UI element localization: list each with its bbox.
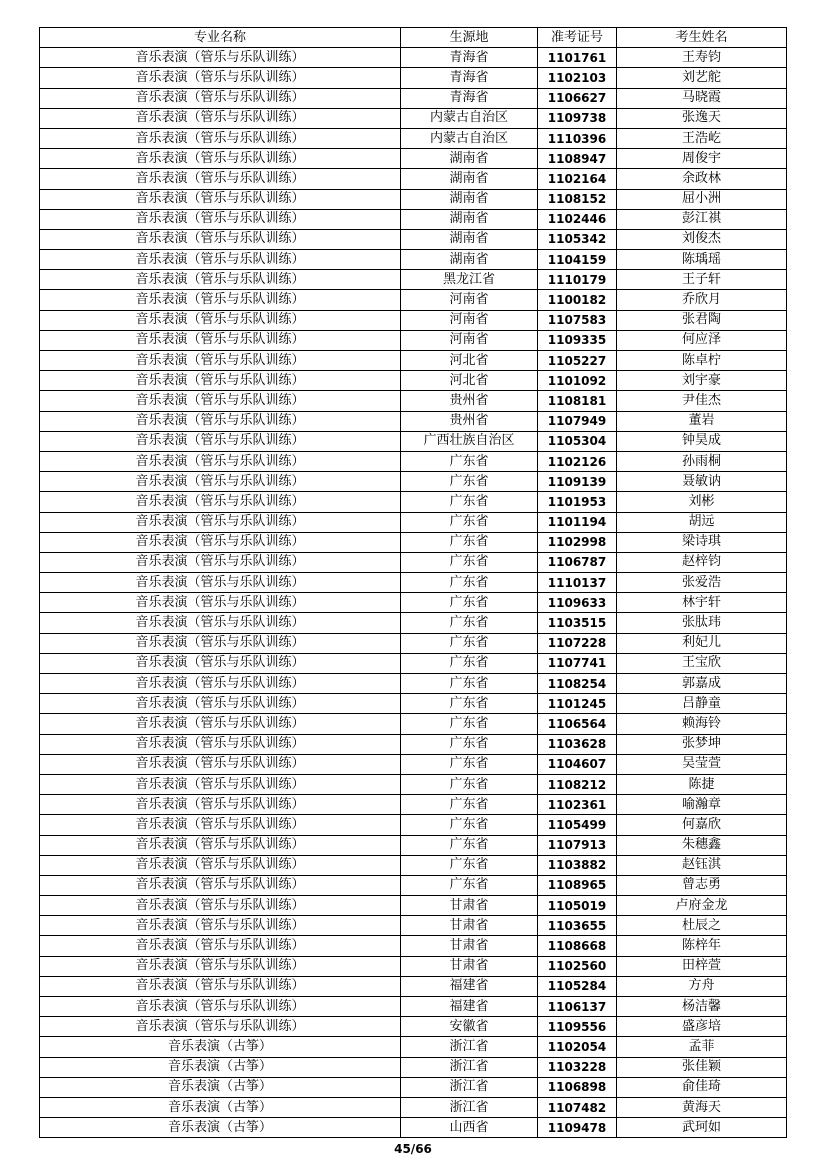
candidate-name-cell: 赖海铃 [617,714,787,734]
candidate-name-cell: 张逸天 [617,108,787,128]
exam-number-cell: 1105342 [538,229,617,249]
origin-cell: 黑龙江省 [401,270,538,290]
origin-cell: 湖南省 [401,250,538,270]
candidate-name-cell: 尹佳杰 [617,391,787,411]
exam-number-cell: 1102446 [538,209,617,229]
origin-cell: 山西省 [401,1118,538,1138]
candidate-name-cell: 俞佳琦 [617,1077,787,1097]
table-row [40,270,787,290]
origin-cell: 广东省 [401,875,538,895]
candidate-name-cell: 彭江祺 [617,209,787,229]
table-row [40,451,787,471]
candidate-name-cell: 杜辰之 [617,916,787,936]
exam-number-cell: 1103228 [538,1057,617,1077]
exam-number-cell: 1107741 [538,653,617,673]
major-cell: 音乐表演（管乐与乐队训练） [40,48,401,68]
table-row [40,1017,787,1037]
origin-cell: 河北省 [401,351,538,371]
exam-number-cell: 1108254 [538,674,617,694]
major-cell: 音乐表演（管乐与乐队训练） [40,734,401,754]
exam-number-cell: 1109478 [538,1118,617,1138]
table-row [40,229,787,249]
candidate-name-cell: 陈梓年 [617,936,787,956]
candidate-name-cell: 林宇轩 [617,593,787,613]
exam-number-cell: 1109335 [538,330,617,350]
candidate-name-cell: 马晓霞 [617,88,787,108]
major-cell: 音乐表演（管乐与乐队训练） [40,250,401,270]
origin-cell: 安徽省 [401,1017,538,1037]
table-row [40,774,787,794]
major-cell: 音乐表演（管乐与乐队训练） [40,1017,401,1037]
origin-cell: 甘肃省 [401,896,538,916]
candidate-name-cell: 周俊宇 [617,149,787,169]
table-row [40,48,787,68]
candidate-name-cell: 乔欣月 [617,290,787,310]
table-row [40,916,787,936]
origin-cell: 广东省 [401,855,538,875]
table-row [40,391,787,411]
candidate-name-cell: 吕静童 [617,694,787,714]
candidate-name-cell: 张佳颖 [617,1057,787,1077]
major-cell: 音乐表演（管乐与乐队训练） [40,169,401,189]
origin-cell: 广东省 [401,512,538,532]
origin-cell: 河南省 [401,290,538,310]
exam-number-cell: 1108181 [538,391,617,411]
table-row [40,250,787,270]
major-cell: 音乐表演（管乐与乐队训练） [40,552,401,572]
major-cell: 音乐表演（管乐与乐队训练） [40,189,401,209]
table-row [40,552,787,572]
major-cell: 音乐表演（管乐与乐队训练） [40,351,401,371]
table-row [40,310,787,330]
header-origin: 生源地 [401,28,538,48]
candidate-name-cell: 吴莹萱 [617,754,787,774]
major-cell: 音乐表演（管乐与乐队训练） [40,492,401,512]
origin-cell: 湖南省 [401,229,538,249]
table-row [40,149,787,169]
exam-number-cell: 1110137 [538,573,617,593]
exam-number-cell: 1108212 [538,774,617,794]
exam-number-cell: 1101245 [538,694,617,714]
table-row [40,976,787,996]
table-row [40,875,787,895]
exam-number-cell: 1108965 [538,875,617,895]
table-row [40,351,787,371]
table-row [40,330,787,350]
candidate-name-cell: 梁诗琪 [617,532,787,552]
candidate-name-cell: 赵梓钧 [617,552,787,572]
origin-cell: 浙江省 [401,1097,538,1117]
major-cell: 音乐表演（古筝） [40,1037,401,1057]
origin-cell: 内蒙古自治区 [401,108,538,128]
table-row [40,371,787,391]
candidate-name-cell: 王寿钧 [617,48,787,68]
exam-number-cell: 1101194 [538,512,617,532]
candidate-name-cell: 黄海天 [617,1097,787,1117]
candidate-name-cell: 朱穗鑫 [617,835,787,855]
exam-number-cell: 1105227 [538,351,617,371]
table-row [40,128,787,148]
exam-number-cell: 1109738 [538,108,617,128]
major-cell: 音乐表演（管乐与乐队训练） [40,310,401,330]
exam-number-cell: 1105019 [538,896,617,916]
candidate-name-cell: 张梦坤 [617,734,787,754]
table-row [40,734,787,754]
candidate-name-cell: 曾志勇 [617,875,787,895]
major-cell: 音乐表演（管乐与乐队训练） [40,653,401,673]
origin-cell: 湖南省 [401,149,538,169]
origin-cell: 湖南省 [401,169,538,189]
exam-number-cell: 1106137 [538,997,617,1017]
table-row [40,290,787,310]
major-cell: 音乐表演（管乐与乐队训练） [40,936,401,956]
candidate-name-cell: 杨洁馨 [617,997,787,1017]
exam-number-cell: 1105499 [538,815,617,835]
origin-cell: 广东省 [401,573,538,593]
major-cell: 音乐表演（管乐与乐队训练） [40,754,401,774]
exam-number-cell: 1103882 [538,855,617,875]
table-row [40,997,787,1017]
exam-number-cell: 1102126 [538,451,617,471]
major-cell: 音乐表演（管乐与乐队训练） [40,411,401,431]
origin-cell: 广东省 [401,795,538,815]
exam-number-cell: 1107913 [538,835,617,855]
major-cell: 音乐表演（管乐与乐队训练） [40,896,401,916]
origin-cell: 广东省 [401,532,538,552]
exam-number-cell: 1103655 [538,916,617,936]
origin-cell: 广东省 [401,815,538,835]
origin-cell: 内蒙古自治区 [401,128,538,148]
table-row [40,492,787,512]
major-cell: 音乐表演（管乐与乐队训练） [40,229,401,249]
candidate-name-cell: 方舟 [617,976,787,996]
table-row [40,835,787,855]
table-row [40,855,787,875]
major-cell: 音乐表演（管乐与乐队训练） [40,593,401,613]
candidate-name-cell: 武珂如 [617,1118,787,1138]
candidate-name-cell: 郭嘉成 [617,674,787,694]
exam-number-cell: 1106564 [538,714,617,734]
candidate-name-cell: 孙雨桐 [617,451,787,471]
candidate-name-cell: 王浩屹 [617,128,787,148]
exam-number-cell: 1110396 [538,128,617,148]
candidate-name-cell: 陈捷 [617,774,787,794]
origin-cell: 广东省 [401,451,538,471]
origin-cell: 福建省 [401,997,538,1017]
origin-cell: 广东省 [401,754,538,774]
table-row [40,169,787,189]
table-row [40,209,787,229]
exam-number-cell: 1104607 [538,754,617,774]
origin-cell: 贵州省 [401,411,538,431]
table-row [40,694,787,714]
table-row [40,1077,787,1097]
major-cell: 音乐表演（管乐与乐队训练） [40,451,401,471]
exam-number-cell: 1106787 [538,552,617,572]
exam-number-cell: 1102998 [538,532,617,552]
major-cell: 音乐表演（古筝） [40,1097,401,1117]
origin-cell: 河南省 [401,310,538,330]
candidate-name-cell: 胡远 [617,512,787,532]
major-cell: 音乐表演（管乐与乐队训练） [40,795,401,815]
major-cell: 音乐表演（管乐与乐队训练） [40,371,401,391]
major-cell: 音乐表演（古筝） [40,1077,401,1097]
major-cell: 音乐表演（管乐与乐队训练） [40,270,401,290]
origin-cell: 青海省 [401,48,538,68]
major-cell: 音乐表演（管乐与乐队训练） [40,68,401,88]
major-cell: 音乐表演（管乐与乐队训练） [40,956,401,976]
origin-cell: 河北省 [401,371,538,391]
major-cell: 音乐表演（管乐与乐队训练） [40,88,401,108]
candidate-name-cell: 刘彬 [617,492,787,512]
major-cell: 音乐表演（管乐与乐队训练） [40,997,401,1017]
candidate-name-cell: 赵钰淇 [617,855,787,875]
major-cell: 音乐表演（管乐与乐队训练） [40,916,401,936]
page-number: 45/66 [394,1142,432,1156]
table-row [40,1037,787,1057]
candidate-name-cell: 张肽玮 [617,613,787,633]
exam-number-cell: 1107228 [538,633,617,653]
table-row [40,1057,787,1077]
table-row [40,1097,787,1117]
major-cell: 音乐表演（管乐与乐队训练） [40,855,401,875]
origin-cell: 广东省 [401,472,538,492]
candidate-name-cell: 陈卓柠 [617,351,787,371]
exam-number-cell: 1100182 [538,290,617,310]
origin-cell: 贵州省 [401,391,538,411]
origin-cell: 广东省 [401,653,538,673]
exam-number-cell: 1108947 [538,149,617,169]
origin-cell: 青海省 [401,68,538,88]
exam-number-cell: 1108668 [538,936,617,956]
major-cell: 音乐表演（管乐与乐队训练） [40,431,401,451]
table-header-row [40,28,787,48]
candidate-name-cell: 余政林 [617,169,787,189]
origin-cell: 广东省 [401,694,538,714]
candidate-name-cell: 王宝欣 [617,653,787,673]
origin-cell: 广东省 [401,674,538,694]
table-row [40,714,787,734]
origin-cell: 广东省 [401,734,538,754]
origin-cell: 福建省 [401,976,538,996]
table-row [40,936,787,956]
major-cell: 音乐表演（管乐与乐队训练） [40,573,401,593]
exam-number-cell: 1103628 [538,734,617,754]
exam-number-cell: 1107949 [538,411,617,431]
origin-cell: 浙江省 [401,1077,538,1097]
table-row [40,754,787,774]
origin-cell: 浙江省 [401,1057,538,1077]
table-row [40,633,787,653]
exam-number-cell: 1102054 [538,1037,617,1057]
major-cell: 音乐表演（管乐与乐队训练） [40,512,401,532]
header-candidate-name: 考生姓名 [617,28,787,48]
exam-number-cell: 1109556 [538,1017,617,1037]
candidate-name-cell: 王子轩 [617,270,787,290]
major-cell: 音乐表演（古筝） [40,1057,401,1077]
exam-number-cell: 1109139 [538,472,617,492]
exam-number-cell: 1105304 [538,431,617,451]
admission-list-table [39,27,787,1138]
major-cell: 音乐表演（管乐与乐队训练） [40,835,401,855]
candidate-name-cell: 盛彦培 [617,1017,787,1037]
table-row [40,956,787,976]
origin-cell: 广东省 [401,835,538,855]
exam-number-cell: 1101953 [538,492,617,512]
exam-number-cell: 1104159 [538,250,617,270]
exam-number-cell: 1101092 [538,371,617,391]
candidate-name-cell: 张君陶 [617,310,787,330]
major-cell: 音乐表演（管乐与乐队训练） [40,815,401,835]
exam-number-cell: 1107482 [538,1097,617,1117]
origin-cell: 湖南省 [401,209,538,229]
table-row [40,815,787,835]
origin-cell: 湖南省 [401,189,538,209]
candidate-name-cell: 张爱浩 [617,573,787,593]
origin-cell: 广东省 [401,633,538,653]
major-cell: 音乐表演（管乐与乐队训练） [40,714,401,734]
table-row [40,674,787,694]
major-cell: 音乐表演（管乐与乐队训练） [40,209,401,229]
table-row [40,532,787,552]
major-cell: 音乐表演（管乐与乐队训练） [40,674,401,694]
candidate-name-cell: 刘俊杰 [617,229,787,249]
exam-number-cell: 1102103 [538,68,617,88]
candidate-name-cell: 钟昊成 [617,431,787,451]
exam-number-cell: 1106627 [538,88,617,108]
candidate-name-cell: 陈瑀瑶 [617,250,787,270]
major-cell: 音乐表演（管乐与乐队训练） [40,149,401,169]
table-row [40,68,787,88]
table-row [40,795,787,815]
table-row [40,472,787,492]
exam-number-cell: 1109633 [538,593,617,613]
candidate-name-cell: 何嘉欣 [617,815,787,835]
table-row [40,1118,787,1138]
candidate-name-cell: 利妃儿 [617,633,787,653]
origin-cell: 广东省 [401,774,538,794]
major-cell: 音乐表演（管乐与乐队训练） [40,290,401,310]
major-cell: 音乐表演（管乐与乐队训练） [40,613,401,633]
table-row [40,88,787,108]
origin-cell: 广东省 [401,714,538,734]
major-cell: 音乐表演（管乐与乐队训练） [40,694,401,714]
candidate-name-cell: 何应泽 [617,330,787,350]
table-row [40,613,787,633]
candidate-name-cell: 刘宇豪 [617,371,787,391]
origin-cell: 甘肃省 [401,916,538,936]
origin-cell: 广东省 [401,613,538,633]
origin-cell: 广西壮族自治区 [401,431,538,451]
major-cell: 音乐表演（管乐与乐队训练） [40,875,401,895]
candidate-name-cell: 田梓萱 [617,956,787,976]
table-row [40,593,787,613]
table-row [40,431,787,451]
major-cell: 音乐表演（管乐与乐队训练） [40,976,401,996]
header-exam-number: 准考证号 [538,28,617,48]
exam-number-cell: 1102560 [538,956,617,976]
candidate-name-cell: 聂敏讷 [617,472,787,492]
exam-number-cell: 1106898 [538,1077,617,1097]
major-cell: 音乐表演（管乐与乐队训练） [40,128,401,148]
header-major: 专业名称 [40,28,401,48]
exam-number-cell: 1105284 [538,976,617,996]
major-cell: 音乐表演（管乐与乐队训练） [40,633,401,653]
exam-number-cell: 1102164 [538,169,617,189]
candidate-name-cell: 孟菲 [617,1037,787,1057]
table-row [40,573,787,593]
table-row [40,411,787,431]
table-row [40,189,787,209]
exam-number-cell: 1101761 [538,48,617,68]
origin-cell: 青海省 [401,88,538,108]
exam-number-cell: 1110179 [538,270,617,290]
exam-number-cell: 1107583 [538,310,617,330]
origin-cell: 广东省 [401,593,538,613]
exam-number-cell: 1102361 [538,795,617,815]
origin-cell: 广东省 [401,552,538,572]
major-cell: 音乐表演（古筝） [40,1118,401,1138]
origin-cell: 浙江省 [401,1037,538,1057]
table-row [40,512,787,532]
candidate-name-cell: 喻瀚章 [617,795,787,815]
major-cell: 音乐表演（管乐与乐队训练） [40,472,401,492]
candidate-name-cell: 刘艺舵 [617,68,787,88]
major-cell: 音乐表演（管乐与乐队训练） [40,532,401,552]
origin-cell: 甘肃省 [401,936,538,956]
table-row [40,108,787,128]
exam-number-cell: 1108152 [538,189,617,209]
origin-cell: 甘肃省 [401,956,538,976]
table-row [40,896,787,916]
table-body [40,48,787,1138]
major-cell: 音乐表演（管乐与乐队训练） [40,774,401,794]
table-row [40,653,787,673]
major-cell: 音乐表演（管乐与乐队训练） [40,108,401,128]
major-cell: 音乐表演（管乐与乐队训练） [40,330,401,350]
candidate-name-cell: 卢府金龙 [617,896,787,916]
origin-cell: 河南省 [401,330,538,350]
exam-number-cell: 1103515 [538,613,617,633]
major-cell: 音乐表演（管乐与乐队训练） [40,391,401,411]
candidate-name-cell: 屈小洲 [617,189,787,209]
origin-cell: 广东省 [401,492,538,512]
candidate-name-cell: 董岩 [617,411,787,431]
